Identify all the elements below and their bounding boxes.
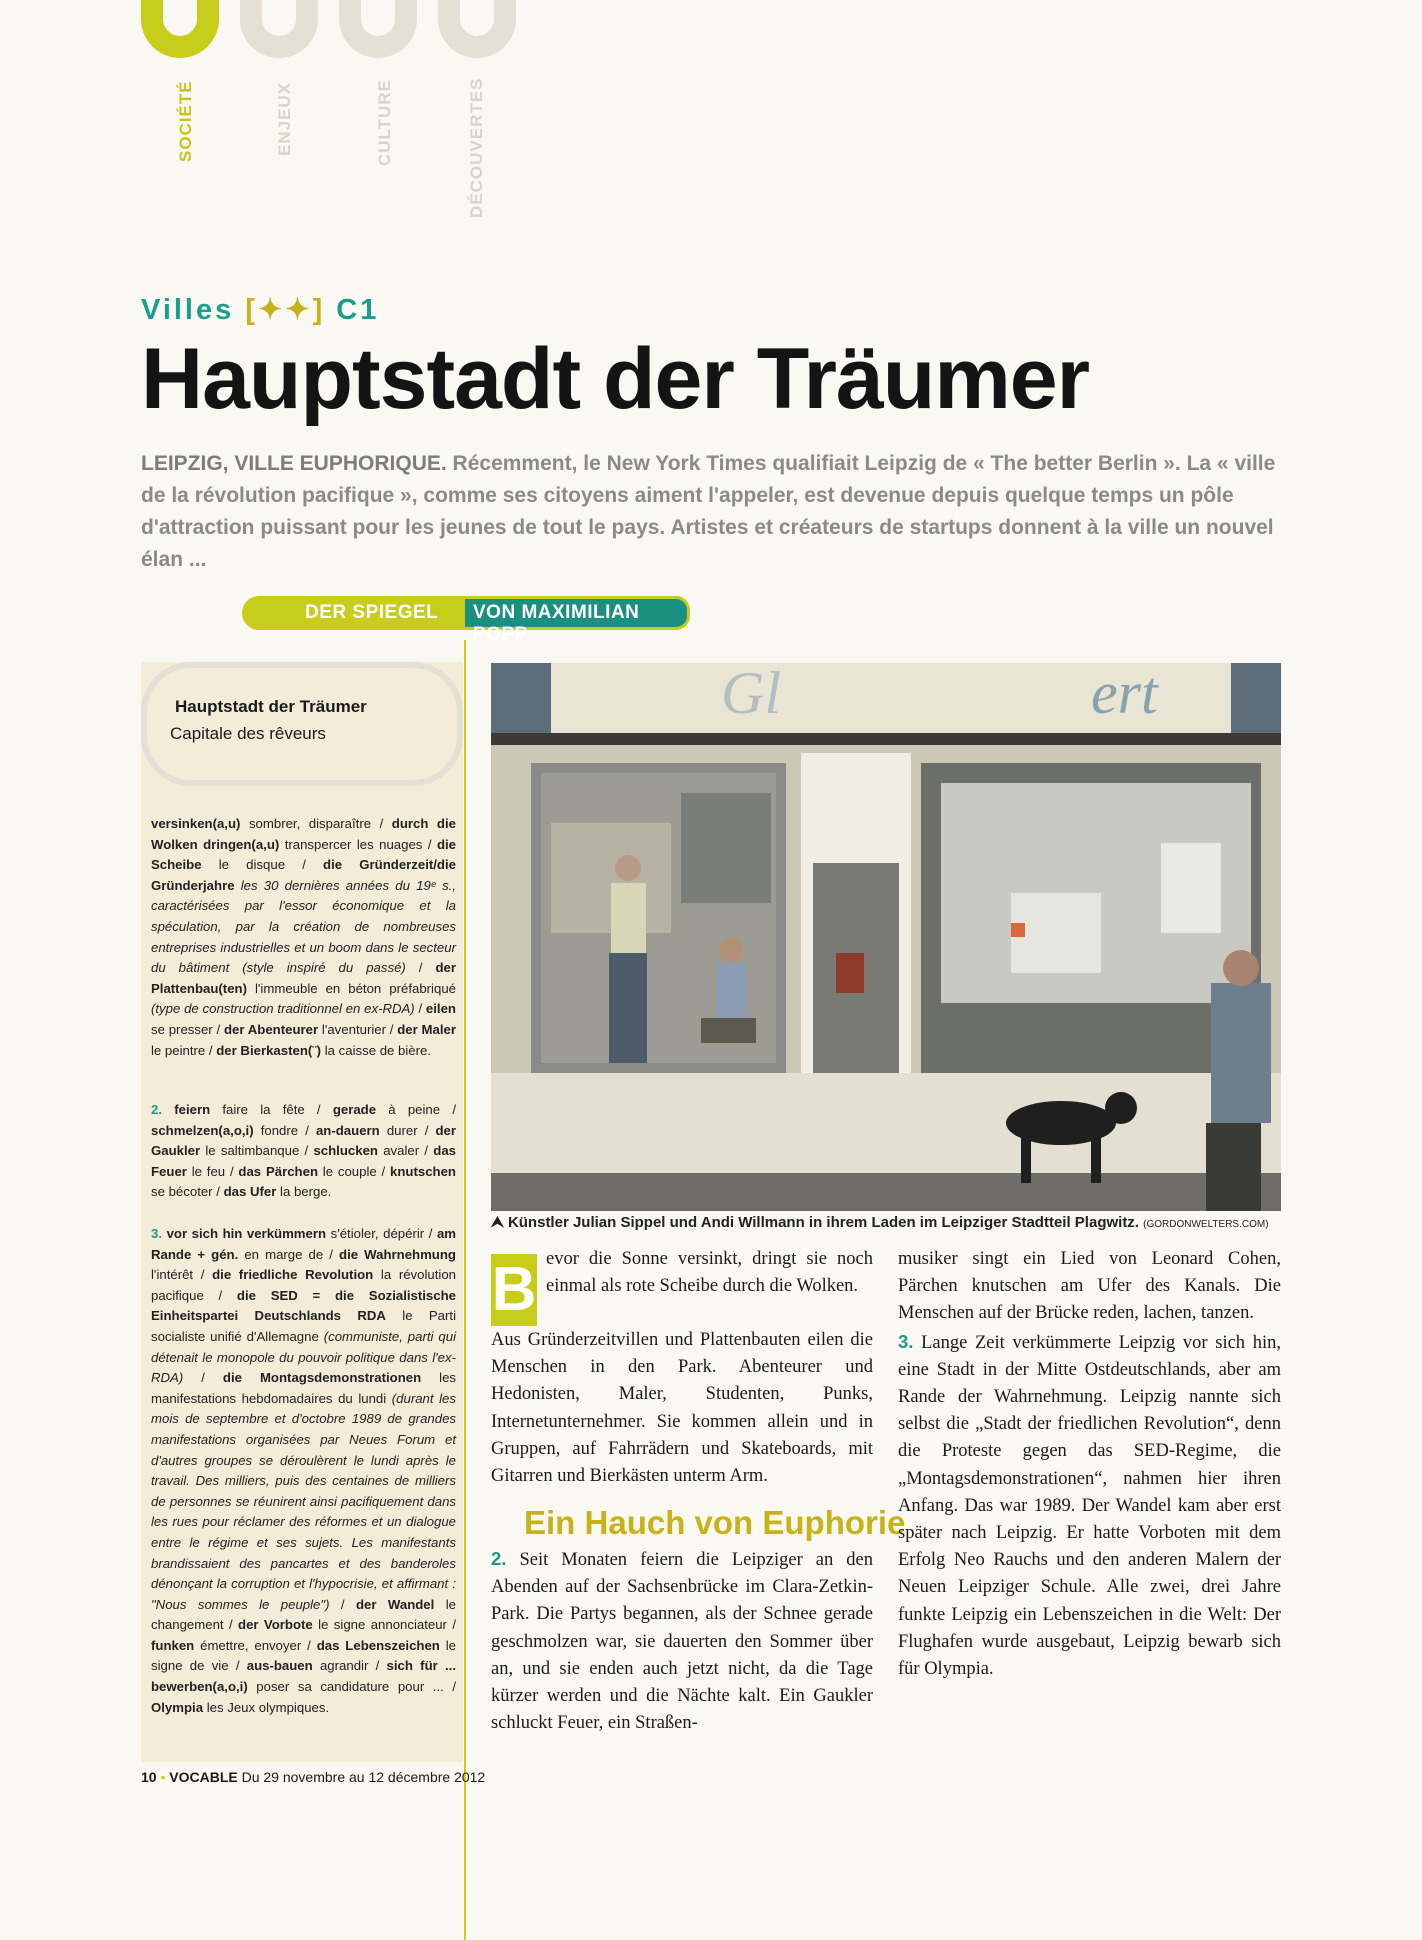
article-col1-para1-cont: Aus Gründerzeitvillen und Plattenbauten eilen die Menschen in den Park. Abenteurer und Hedonisten, Maler, Studenten, Punks, Internetunternehmer. Sie kommen allein und in Gruppen, auf Fahrrädern und Skateboards, mit Gitarren und Bierkästen unterm Arm. <box>491 1330 873 1487</box>
article-col1-para1: evor die Sonne versinkt, dringt sie noch einmal als rote Scheibe durch die Wolken. <box>546 1249 873 1297</box>
vocab-title-fr: Capitale des rêveurs <box>170 724 326 743</box>
vocab-paragraph-3: 3. vor sich hin verkümmern s'étioler, dépérir / am Rande + gén. en marge de / die Wahrnehmung l'intérêt / die friedliche Revolution la révolution pacifique / die SED = die Sozialistische Einheitspartei Deutschlands RDA le Parti socialiste unifié d'Allemagne (communiste, parti qui détenait le monopole du pouvoir politique dans l'ex-RDA) / die Montagsdemonstrationen les manifestations hebdomadaires du lundi (durant les mois de septembre et d'octobre 1989 de grandes manifestations organisées par Neues Forum et d'autres groupes se déroulèrent le lundi après le travail. Des milliers, puis des centaines de milliers de personnes se réunirent ainsi pacifiquement dans les rues pour réclamer des réformes et un dialogue entre le régime et ses sujets. Les manifestants brandissaient des pancartes et des banderoles dénonçant la corruption et l'hypocrisie, et affirmant : "Nous sommes le peuple") / der Wandel le changement / der Vorbote le signe annonciateur / funken émettre, envoyer / das Lebenszeichen le signe de vie / aus-bauen agrandir / sich für ... bewerben(a,o,i) poser sa candidature pour ... / Olympia les Jeux olympiques. <box>151 1226 457 1715</box>
byline <box>242 596 690 645</box>
tab-decouvertes-circle[interactable] <box>438 0 516 58</box>
page-footer: 10 • VOCABLE Du 29 novembre au 12 décembre 2012 <box>141 1769 486 1785</box>
tab-culture[interactable]: CULTURE <box>375 79 394 166</box>
category-line <box>141 292 379 327</box>
byline-source: DER SPIEGEL <box>305 602 439 623</box>
tab-culture-circle[interactable] <box>339 0 417 58</box>
magazine-name: VOCABLE <box>169 1769 238 1785</box>
byline-author: VON MAXIMILIAN POPP <box>473 602 640 645</box>
photo-credit: (GORDONWELTERS.COM) <box>1143 1219 1269 1230</box>
caption-arrow-icon: ⮝ <box>491 1214 504 1231</box>
issue-date: Du 29 novembre au 12 décembre 2012 <box>241 1769 486 1785</box>
shop-photo <box>491 663 1281 1211</box>
vocab-title-de: Hauptstadt der Träumer <box>175 697 367 716</box>
vocab-paragraph-1: versinken(a,u) sombrer, disparaître / durch die Wolken dringen(a,u) transpercer les nuages / die Scheibe le disque / die Gründerzeit/die Gründerjahre les 30 dernières années du 19ᵉ s., caractérisées par l'essor économique et la spéculation, par la création de nombreuses entreprises industrielles et un boom dans le secteur du bâtiment (style inspiré du passé) / der Plattenbau(ten) l'immeuble en béton préfabriqué (type de construction traditionnel en ex-RDA) / eilen se presser / der Abenteurer l'aventurier / der Maler le peintre / der Bierkasten(¨) la caisse de bière. <box>151 816 456 1058</box>
tab-enjeux[interactable]: ENJEUX <box>275 81 294 156</box>
category-name: Villes <box>141 294 235 326</box>
drop-cap: B <box>491 1255 537 1324</box>
svg-text:ert: ert <box>1091 663 1158 726</box>
tab-societe-circle[interactable] <box>141 0 219 58</box>
article-col1-para2: 2. Seit Monaten feiern die Leipziger an den Abenden auf der Sachsenbrücke im Clara-Zetkin-Park. Die Partys begannen, als der Schnee gerade geschmolzen war, sie dauerten den Sommer über an, und sie enden auch jetzt nicht, da die Tage kürzer werden und die Nächte kalt. Ein Gaukler schluckt Feuer, ein Straßen- <box>491 1548 873 1734</box>
page-number: 10 <box>141 1769 157 1785</box>
svg-text:Gl: Gl <box>721 663 781 726</box>
article-title: Hauptstadt der Träumer <box>141 331 1090 427</box>
tab-enjeux-circle[interactable] <box>240 0 318 58</box>
caption-text: Künstler Julian Sippel und Andi Willmann in ihrem Laden im Leipziger Stadtteil Plagwitz. <box>507 1214 1139 1231</box>
column-divider <box>464 640 466 1940</box>
vocab-paragraph-2: 2. feiern faire la fête / gerade à peine / schmelzen(a,o,i) fondre / an-dauern durer / der Gaukler le saltimbanque / schlucken avaler / das Feuer le feu / das Pärchen le couple / knutschen se bécoter / das Ufer la berge. <box>151 1102 456 1200</box>
subhead: Ein Hauch von Euphorie <box>524 1504 906 1541</box>
chapo <box>141 448 1283 576</box>
chapo-text: Récemment, le New York Times qualifiait Leipzig de « The better Berlin ». La « ville de la révolution pacifique », comme ses citoyens aiment l'appeler, est devenue depuis quelque temps un pôle d'attraction puissant pour les jeunes de tout le pays. Artistes et créateurs de startups donnent à la ville un nouvel élan ... <box>141 452 1276 571</box>
photo-caption <box>491 1214 1269 1231</box>
article-col2: musiker singt ein Lied von Leonard Cohen, Pärchen knutschen am Ufer des Kanals. Die Menschen auf der Brücke reden, lachen, tanzen. 3. Lange Zeit verkümmerte Leipzig vor sich hin, eine Stadt in der Mitte Ostdeutschlands, aber am Rande der Wahrnehmung. Leipzig nannte sich selbst die „Stadt der friedlichen Revolution“, denn die Proteste gegen das SED-Regime, die „Montagsdemonstrationen“, nahmen hier ihren Anfang. Das war 1989. Der Wandel kam aber erst später nach Leipzig. Er hatte Vorboten mit dem Erfolg Neo Rauchs und den anderen Malern der Neuen Leipziger Schule. Alle zwei, drei Jahre funkte Leipzig ein Lebenszeichen in die Welt: Der Flughafen wurde ausgebaut, Leipzig bewarb sich für Olympia. <box>898 1249 1281 1680</box>
double-star-icon: [✦✦] <box>245 294 326 326</box>
tab-decouvertes[interactable]: DÉCOUVERTES <box>467 77 486 218</box>
byline-author-pill <box>462 596 690 645</box>
tab-societe[interactable]: SOCIÉTÉ <box>176 80 195 162</box>
level-badge: C1 <box>336 294 380 326</box>
chapo-lead: LEIPZIG, VILLE EUPHORIQUE. <box>141 452 447 475</box>
